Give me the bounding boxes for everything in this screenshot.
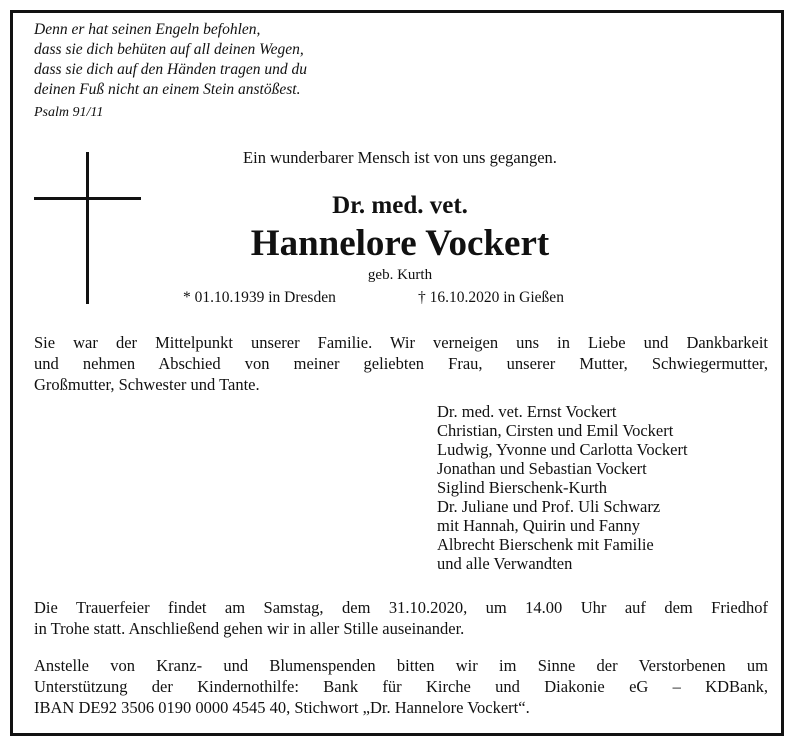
funeral-line: Die Trauerfeier findet am Samstag, dem 31.10.2020, um 14.00 Uhr auf dem Friedhof	[34, 598, 768, 617]
cross-icon	[86, 152, 89, 304]
tribute-line: Sie war der Mittelpunkt unserer Familie. Wir verneigen uns in Liebe und Dankbarkeit	[34, 333, 768, 352]
deceased-title: Dr. med. vet.	[332, 192, 468, 219]
mourner: Albrecht Bierschenk mit Familie	[437, 535, 654, 554]
tribute-line: Großmutter, Schwester und Tante.	[34, 375, 260, 394]
funeral-paragraph	[34, 597, 768, 639]
mourner: mit Hannah, Quirin und Fanny	[437, 516, 641, 535]
tribute-paragraph	[34, 332, 768, 395]
mourner: Ludwig, Yvonne und Carlotta Vockert	[437, 440, 688, 459]
verse-reference: Psalm 91/11	[34, 105, 104, 120]
mourner: und alle Verwandten	[437, 554, 573, 573]
birth-date: * 01.10.1939 in Dresden	[183, 289, 336, 306]
donation-line: Unterstützung der Kindernothilfe: Bank für Kirche und Diakonie eG – KDBank,	[34, 677, 768, 696]
bible-verse	[34, 20, 307, 100]
deceased-name: Hannelore Vockert	[250, 223, 550, 264]
donation-line: Anstelle von Kranz- und Blumenspenden bitten wir im Sinne der Verstorbenen um	[34, 656, 768, 675]
mourner: Jonathan und Sebastian Vockert	[437, 459, 647, 478]
verse-line: deinen Fuß nicht an einem Stein anstößest.	[34, 81, 301, 98]
mourner: Dr. med. vet. Ernst Vockert	[437, 402, 617, 421]
mourner: Christian, Cirsten und Emil Vockert	[437, 421, 674, 440]
verse-line: dass sie dich behüten auf all deinen Wegen,	[34, 41, 304, 58]
verse-line: dass sie dich auf den Händen tragen und du	[34, 61, 307, 78]
cross-icon-bar	[34, 197, 141, 200]
intro-text: Ein wunderbarer Mensch ist von uns gegangen.	[243, 148, 557, 167]
death-date: † 16.10.2020 in Gießen	[418, 289, 564, 306]
verse-line: Denn er hat seinen Engeln befohlen,	[34, 21, 261, 38]
maiden-name: geb. Kurth	[367, 267, 433, 283]
donation-paragraph	[34, 655, 768, 718]
funeral-line: in Trohe statt. Anschließend gehen wir in aller Stille auseinander.	[34, 619, 465, 638]
mourner: Siglind Bierschenk-Kurth	[437, 478, 608, 497]
tribute-line: und nehmen Abschied von meiner geliebten Frau, unserer Mutter, Schwiegermutter,	[34, 354, 768, 373]
mourner: Dr. Juliane und Prof. Uli Schwarz	[437, 497, 661, 516]
donation-line: IBAN DE92 3506 0190 0000 4545 40, Stichwort „Dr. Hannelore Vockert“.	[34, 698, 530, 717]
mourners-list	[437, 402, 688, 573]
